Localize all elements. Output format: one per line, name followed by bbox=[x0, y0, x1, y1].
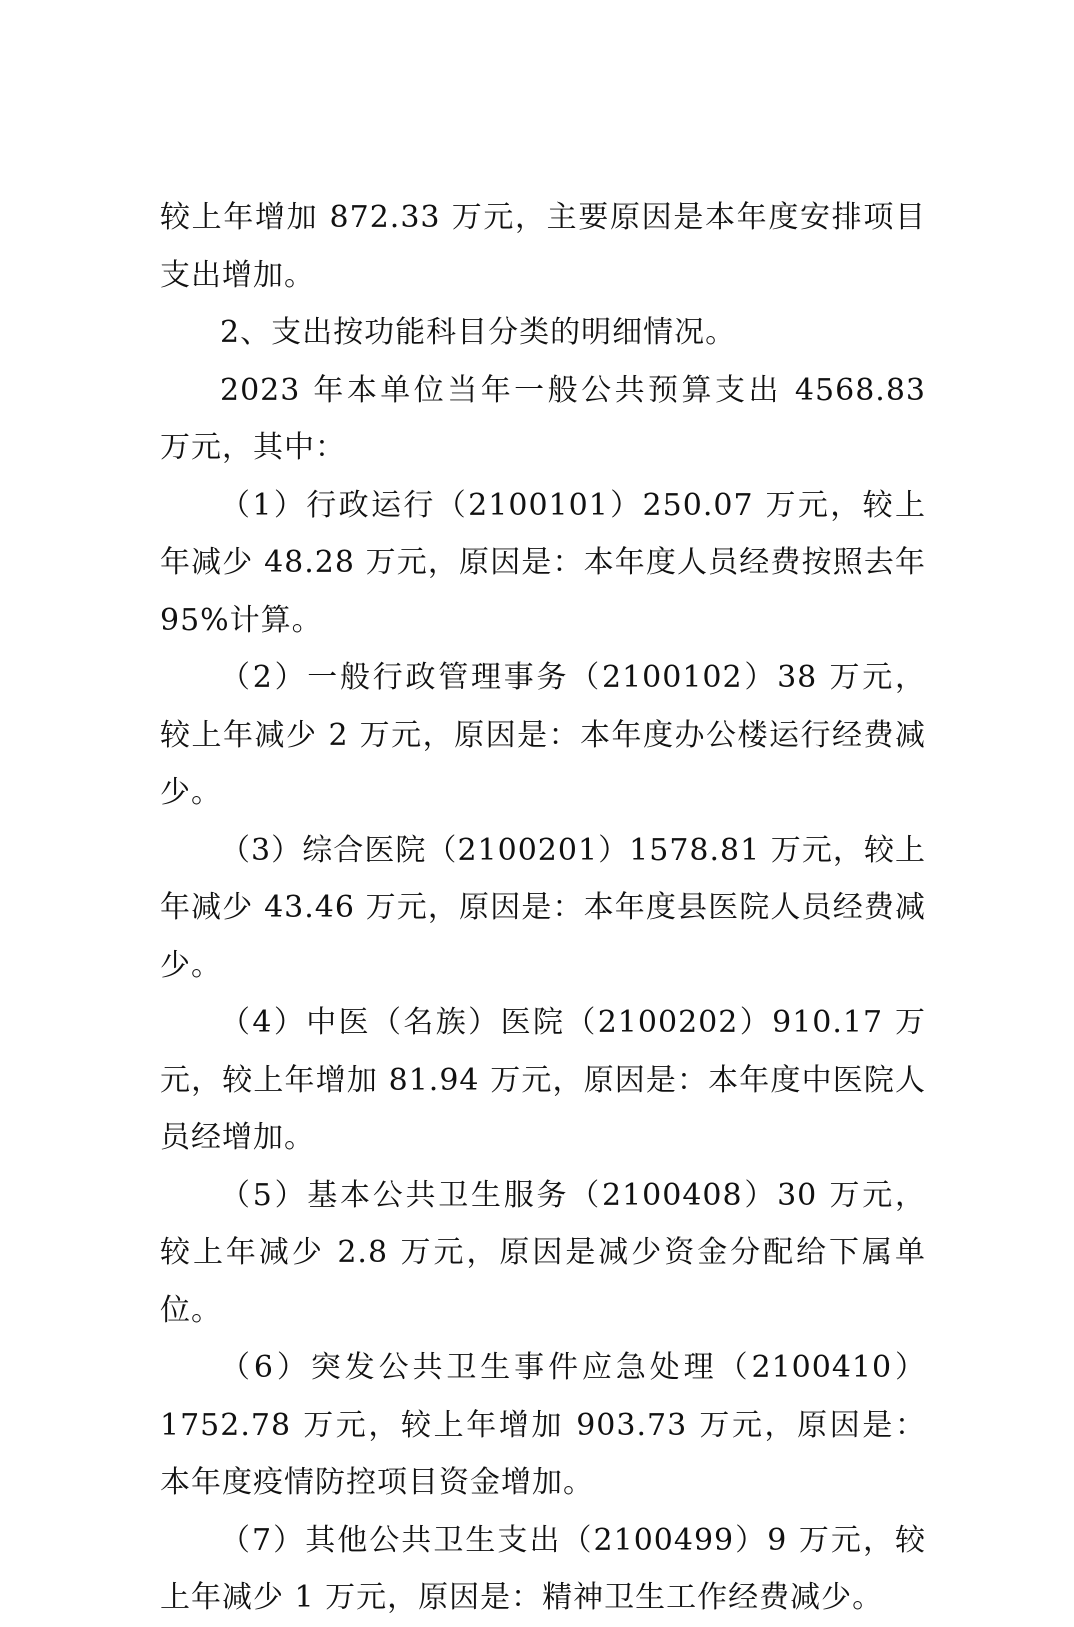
paragraph-total-expenditure: 2023 年本单位当年一般公共预算支出 4568.83 万元，其中： bbox=[160, 372, 926, 465]
item-4-tcm-hospital: （4）中医（名族）医院（2100202）910.17 万元，较上年增加 81.94 万元，原因是：本年度中医院人员经增加。 bbox=[160, 1005, 926, 1155]
item-6-public-health-emergency: （6）突发公共卫生事件应急处理（2100410）1752.78 万元，较上年增加 903.73 万元，原因是：本年度疫情防控项目资金增加。 bbox=[160, 1350, 926, 1500]
item-2-general-admin-affairs: （2）一般行政管理事务（2100102）38 万元，较上年减少 2 万元，原因是：本年度办公楼运行经费减少。 bbox=[160, 660, 926, 810]
document-body bbox=[160, 189, 926, 1627]
item-1-administrative-operation: （1）行政运行（2100101）250.07 万元，较上年减少 48.28 万元，原因是：本年度人员经费按照去年 95%计算。 bbox=[160, 487, 926, 638]
item-7-other-public-health: （7）其他公共卫生支出（2100499）9 万元，较上年减少 1 万元，原因是：精神卫生工作经费减少。 bbox=[160, 1522, 926, 1615]
item-5-basic-public-health: （5）基本公共卫生服务（2100408）30 万元，较上年减少 2.8 万元，原因是减少资金分配给下属单位。 bbox=[160, 1177, 926, 1328]
paragraph-continuation: 较上年增加 872.33 万元，主要原因是本年度安排项目支出增加。 bbox=[160, 200, 926, 293]
item-3-general-hospital: （3）综合医院（2100201）1578.81 万元，较上年减少 43.46 万元，原因是：本年度县医院人员经费减少。 bbox=[160, 832, 926, 983]
section-heading-function-breakdown: 2、支出按功能科目分类的明细情况。 bbox=[220, 315, 737, 350]
